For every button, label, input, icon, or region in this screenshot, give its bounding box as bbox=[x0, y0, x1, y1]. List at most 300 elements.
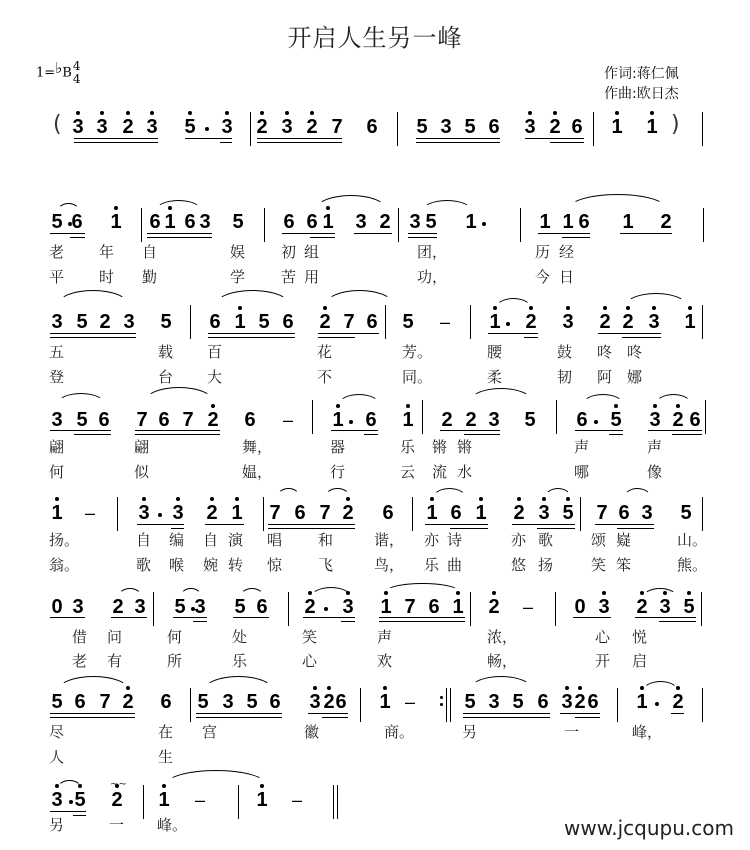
note: 5 bbox=[76, 311, 88, 333]
underline bbox=[50, 233, 85, 234]
lyric-verse1: 翩 bbox=[134, 438, 150, 456]
underline bbox=[50, 337, 136, 338]
lyric-verse1: 亦 bbox=[424, 531, 440, 549]
lyric-verse1: 花 bbox=[317, 343, 333, 361]
bar-line bbox=[153, 592, 154, 626]
lyric-verse1: 宫 bbox=[202, 723, 218, 741]
underline bbox=[147, 237, 212, 238]
note: 1 bbox=[451, 597, 465, 617]
note: 2 bbox=[441, 409, 453, 431]
lyric-verse2: 乐 bbox=[424, 556, 440, 574]
time-signature bbox=[73, 60, 81, 86]
lyric-verse2: 登 bbox=[49, 368, 65, 386]
lyric-verse2: 学 bbox=[230, 268, 246, 286]
underline bbox=[595, 524, 654, 525]
underline bbox=[50, 713, 135, 714]
repeat-sign bbox=[440, 692, 443, 710]
lyric-verse2: 转 bbox=[228, 556, 244, 574]
slur bbox=[625, 293, 687, 306]
slur bbox=[568, 194, 667, 209]
underline bbox=[111, 617, 147, 618]
lyric-verse2: 人 bbox=[49, 748, 65, 766]
note: 2 bbox=[99, 311, 111, 333]
underline bbox=[257, 138, 342, 139]
lyric-verse2: 不 bbox=[317, 368, 333, 386]
lyric-verse1: 悦 bbox=[632, 628, 648, 646]
lyric-verse1: 五 bbox=[49, 343, 65, 361]
note: 5 bbox=[232, 211, 244, 233]
note: 6 bbox=[283, 211, 295, 233]
lyric-verse2: 欢 bbox=[377, 652, 393, 670]
bar-line bbox=[190, 305, 191, 339]
lyric-verse1: 和 bbox=[318, 531, 334, 549]
lyric-verse1: 笑 bbox=[302, 628, 318, 646]
note: 1 bbox=[425, 503, 439, 523]
lyric-verse1: 载 bbox=[158, 343, 174, 361]
lyric-verse1: 峰， bbox=[632, 723, 663, 741]
note: 1 bbox=[622, 211, 634, 233]
underline bbox=[408, 237, 437, 238]
underline bbox=[171, 528, 184, 529]
lyric-verse1: 百 bbox=[207, 343, 223, 361]
note: 3 bbox=[145, 117, 159, 137]
underline bbox=[562, 237, 590, 238]
note: 7 bbox=[136, 409, 148, 431]
lyric-verse1: 声 bbox=[377, 628, 393, 646]
note: 1 bbox=[230, 503, 244, 523]
lyric-verse1: 唱 bbox=[267, 531, 283, 549]
bar-line bbox=[412, 497, 413, 531]
note: 6 bbox=[571, 116, 583, 138]
lyric-verse2: 喉 bbox=[169, 556, 185, 574]
lyric-verse1: 老 bbox=[49, 243, 65, 261]
note: 5 bbox=[246, 691, 258, 713]
note: 3 bbox=[220, 117, 234, 137]
lyric-verse2: 平 bbox=[49, 268, 65, 286]
note: 1 bbox=[610, 117, 624, 137]
lyric-verse2: 韧 bbox=[557, 368, 573, 386]
lyric-verse1: 另 bbox=[49, 816, 65, 834]
lyric-verse2: 乐 bbox=[232, 652, 248, 670]
underline bbox=[268, 528, 355, 529]
underline bbox=[416, 138, 500, 139]
slur bbox=[57, 393, 105, 404]
underline bbox=[50, 430, 111, 431]
note: 2 bbox=[322, 692, 336, 712]
note: 7 bbox=[404, 596, 416, 618]
note: 2 bbox=[318, 312, 332, 332]
lyric-verse1: 经 bbox=[559, 243, 575, 261]
lyric-verse1: 山。 bbox=[677, 531, 708, 549]
note: 6 bbox=[365, 409, 377, 431]
bar-line bbox=[312, 400, 313, 434]
augmentation-dot bbox=[655, 702, 659, 706]
lyric-verse1: 谐， bbox=[374, 531, 405, 549]
lyric-verse2: 水 bbox=[457, 463, 473, 481]
underline bbox=[50, 617, 85, 618]
note: 7 bbox=[596, 502, 608, 524]
lyric-verse2: 畅， bbox=[487, 652, 518, 670]
note: 7 bbox=[269, 502, 281, 524]
note: 1 bbox=[109, 212, 123, 232]
underline bbox=[364, 434, 378, 435]
note: 3 bbox=[641, 502, 653, 524]
lyric-verse2: 像 bbox=[647, 463, 663, 481]
lyric-verse2: 今 bbox=[535, 268, 551, 286]
slur bbox=[470, 388, 532, 401]
lyric-verse1: 声 bbox=[574, 438, 590, 456]
underline bbox=[196, 713, 282, 714]
note: 2 bbox=[598, 312, 612, 332]
composer: 作曲:欧日杰 bbox=[604, 86, 679, 102]
note: 1 bbox=[163, 212, 177, 232]
slur bbox=[57, 290, 129, 305]
underline bbox=[50, 333, 136, 334]
lyric-verse2: 开 bbox=[595, 652, 611, 670]
note: 5 bbox=[51, 691, 63, 713]
note: 3 bbox=[51, 409, 63, 431]
underline bbox=[318, 337, 355, 338]
bar-line bbox=[337, 785, 338, 819]
note: 6 bbox=[366, 311, 378, 333]
note: 2 bbox=[341, 503, 355, 523]
underline bbox=[408, 233, 437, 234]
time-bottom: 4 bbox=[72, 72, 81, 86]
underline bbox=[354, 233, 392, 234]
note: 3 bbox=[71, 117, 85, 137]
sustain-dash: – bbox=[292, 790, 303, 810]
lyric-verse2: 柔 bbox=[487, 368, 503, 386]
slur bbox=[623, 488, 652, 499]
note: 5 bbox=[197, 691, 209, 713]
lyric-verse1: 翩 bbox=[49, 438, 65, 456]
underline bbox=[560, 713, 600, 714]
note: 5 bbox=[416, 116, 428, 138]
note: 3 bbox=[308, 692, 322, 712]
lyric-verse1: 诗 bbox=[447, 531, 463, 549]
lyric-verse2: 哪 bbox=[574, 463, 590, 481]
underline bbox=[425, 524, 488, 525]
lyric-verse2: 流 bbox=[432, 463, 448, 481]
lyric-verse2: 台 bbox=[158, 368, 174, 386]
note: 7 bbox=[182, 409, 194, 431]
lyric-verse1: 借 bbox=[72, 628, 88, 646]
key-prefix: 1= bbox=[36, 65, 56, 81]
underline bbox=[74, 434, 111, 435]
note: 6 bbox=[306, 211, 318, 233]
note: 1 bbox=[378, 692, 392, 712]
time-top: 4 bbox=[72, 59, 81, 73]
underline bbox=[74, 142, 158, 143]
note: 6 bbox=[578, 211, 590, 233]
lyric-verse1: 声 bbox=[647, 438, 663, 456]
note: 2 bbox=[635, 597, 649, 617]
note: 3 bbox=[560, 692, 574, 712]
bar-line bbox=[250, 112, 251, 146]
lyric-verse2: 飞 bbox=[318, 556, 334, 574]
bar-line bbox=[701, 592, 702, 626]
note: 2 bbox=[206, 410, 220, 430]
underline bbox=[282, 233, 335, 234]
note: 3 bbox=[171, 503, 185, 523]
note: 6 bbox=[71, 211, 83, 233]
augmentation-dot bbox=[158, 513, 162, 517]
lyric-verse2: 勤 bbox=[142, 268, 158, 286]
lyric-verse2: 笨 bbox=[616, 556, 632, 574]
lyric-verse2: 歌 bbox=[136, 556, 152, 574]
note: 1 bbox=[401, 410, 415, 430]
bar-line bbox=[470, 305, 471, 339]
underline bbox=[310, 237, 335, 238]
underline bbox=[575, 430, 623, 431]
lyric-verse2: 翁。 bbox=[49, 556, 80, 574]
note: 5 bbox=[682, 597, 696, 617]
slur bbox=[325, 488, 350, 497]
lyric-verse2: 婉 bbox=[203, 556, 219, 574]
bar-line bbox=[398, 208, 399, 242]
lyric-verse1: 浓， bbox=[487, 628, 518, 646]
note: 6 bbox=[488, 116, 500, 138]
bar-line bbox=[333, 785, 334, 819]
bar-line bbox=[702, 112, 703, 146]
lyric-verse1: 娱 bbox=[230, 243, 246, 261]
note: 5 bbox=[464, 116, 476, 138]
underline bbox=[488, 333, 538, 334]
lyric-verse1: 组 bbox=[304, 243, 320, 261]
slur bbox=[277, 488, 300, 497]
lyric-verse2: 鸟， bbox=[374, 556, 405, 574]
lyric-verse1: 初 bbox=[281, 243, 297, 261]
note: 2 bbox=[671, 410, 685, 430]
bar-line bbox=[702, 688, 703, 722]
note: 2 bbox=[305, 117, 319, 137]
underline bbox=[416, 142, 500, 143]
augmentation-dot bbox=[349, 420, 353, 424]
note: 6 bbox=[282, 311, 294, 333]
credits bbox=[604, 64, 679, 104]
note: 3 bbox=[95, 117, 109, 137]
bar-line bbox=[470, 592, 471, 626]
note: 2 bbox=[303, 597, 317, 617]
underline bbox=[73, 815, 86, 816]
note: 7 bbox=[343, 311, 355, 333]
note: 2 bbox=[548, 117, 562, 137]
slur bbox=[422, 200, 472, 211]
underline bbox=[573, 617, 611, 618]
note: 3 bbox=[537, 503, 551, 523]
lyric-verse1: 商。 bbox=[384, 723, 415, 741]
lyric-verse2: 心 bbox=[302, 652, 318, 670]
underline bbox=[147, 233, 212, 234]
lyric-verse1: 尽 bbox=[49, 723, 65, 741]
note: 2 bbox=[255, 117, 269, 137]
key-signature bbox=[36, 60, 80, 86]
underline bbox=[205, 524, 244, 525]
lyric-verse1: 器 bbox=[330, 438, 346, 456]
underline bbox=[308, 713, 348, 714]
lyric-verse2: 时 bbox=[99, 268, 115, 286]
lyric-verse1: 在 bbox=[158, 723, 174, 741]
note: 1 bbox=[635, 692, 649, 712]
lyric-verse2: 曲 bbox=[447, 556, 463, 574]
underline bbox=[537, 528, 575, 529]
underline bbox=[193, 621, 207, 622]
bar-line bbox=[446, 688, 447, 722]
underline bbox=[440, 430, 500, 431]
lyric-verse1: 编 bbox=[169, 531, 185, 549]
underline bbox=[208, 337, 295, 338]
sustain-dash: – bbox=[440, 312, 451, 332]
slur bbox=[144, 387, 214, 402]
note: 3 bbox=[51, 311, 63, 333]
note: 5 bbox=[76, 409, 88, 431]
underline bbox=[135, 434, 220, 435]
lyric-verse1: 峰。 bbox=[157, 816, 188, 834]
underline bbox=[303, 617, 355, 618]
note: 6 bbox=[587, 691, 599, 713]
note: 6 bbox=[294, 502, 306, 524]
note: 5 bbox=[51, 211, 63, 233]
note: 5 bbox=[174, 596, 186, 618]
bar-line bbox=[617, 688, 618, 722]
note: 6 bbox=[618, 502, 630, 524]
note: 3 bbox=[137, 503, 151, 523]
note: 5 bbox=[402, 311, 414, 333]
underline bbox=[463, 717, 550, 718]
note: 1 bbox=[683, 312, 697, 332]
note: 1 bbox=[233, 312, 247, 332]
underline bbox=[318, 333, 379, 334]
note: 2 bbox=[112, 596, 124, 618]
note: 6 bbox=[209, 311, 221, 333]
underline bbox=[70, 237, 85, 238]
slur bbox=[338, 394, 380, 405]
note: 3 bbox=[523, 117, 537, 137]
slur bbox=[203, 676, 274, 691]
lyric-verse1: 锵 bbox=[432, 438, 448, 456]
sustain-dash: – bbox=[523, 597, 534, 617]
underline bbox=[648, 430, 702, 431]
bar-line bbox=[702, 497, 703, 531]
underline bbox=[635, 617, 696, 618]
note: 0 bbox=[574, 596, 586, 618]
underline bbox=[50, 811, 86, 812]
lyric-verse2: 笑 bbox=[591, 556, 607, 574]
underline bbox=[196, 717, 282, 718]
note: 1 bbox=[321, 212, 335, 232]
bar-line bbox=[141, 208, 142, 242]
bar-line bbox=[264, 208, 265, 242]
flat-icon: ♭ bbox=[55, 58, 63, 77]
lyric-verse2: 大 bbox=[207, 368, 223, 386]
underline bbox=[538, 233, 590, 234]
note: 1 bbox=[50, 503, 64, 523]
underline bbox=[463, 713, 550, 714]
note: 3 bbox=[597, 597, 611, 617]
lyric-verse1: 歌 bbox=[538, 531, 554, 549]
note: 3 bbox=[488, 409, 500, 431]
note: 2 bbox=[512, 503, 526, 523]
underline bbox=[233, 617, 269, 618]
note: 3 bbox=[488, 691, 500, 713]
lyric-verse1: 另 bbox=[462, 723, 478, 741]
underline bbox=[74, 138, 158, 139]
lyric-verse1: 一 bbox=[564, 723, 580, 741]
watermark: www.jcqupu.com bbox=[564, 816, 734, 840]
slur bbox=[655, 394, 692, 405]
underline bbox=[672, 434, 702, 435]
augmentation-dot bbox=[324, 607, 328, 611]
note: 5 bbox=[234, 596, 246, 618]
note: 5 bbox=[680, 502, 692, 524]
bar-line bbox=[705, 400, 706, 434]
lyric-verse2: 似 bbox=[134, 463, 150, 481]
note: 2 bbox=[487, 597, 501, 617]
slur bbox=[215, 290, 290, 305]
bar-line bbox=[450, 688, 451, 722]
sustain-dash: – bbox=[195, 790, 206, 810]
lyric-verse2: 惊 bbox=[267, 556, 283, 574]
underline bbox=[620, 233, 672, 234]
underline bbox=[257, 142, 342, 143]
lyric-verse1: 年 bbox=[99, 243, 115, 261]
note: 2 bbox=[660, 211, 672, 233]
note: 1 bbox=[255, 790, 269, 810]
bar-line bbox=[702, 305, 703, 339]
note: 1 bbox=[539, 211, 551, 233]
underline bbox=[671, 713, 684, 714]
note: 2 bbox=[573, 692, 587, 712]
note: 6 bbox=[158, 409, 170, 431]
lyric-verse1: 自 bbox=[203, 531, 219, 549]
underline bbox=[208, 333, 295, 334]
note: 1 bbox=[465, 211, 477, 233]
underline bbox=[550, 142, 584, 143]
note: 2 bbox=[121, 117, 135, 137]
note: 3 bbox=[134, 596, 146, 618]
note: 3 bbox=[222, 691, 234, 713]
bar-line bbox=[520, 208, 521, 242]
underline bbox=[450, 528, 488, 529]
note: 2 bbox=[121, 692, 135, 712]
underline bbox=[598, 333, 661, 334]
lyric-verse1: 一 bbox=[109, 816, 125, 834]
lyric-verse1: 问 bbox=[107, 628, 123, 646]
slur bbox=[57, 676, 130, 691]
key-letter: B bbox=[62, 65, 72, 81]
underline bbox=[524, 337, 538, 338]
note: 5 bbox=[73, 790, 87, 810]
sustain-dash: – bbox=[405, 692, 416, 712]
note: 3 bbox=[194, 596, 206, 618]
lyric-verse2: 苦 bbox=[281, 268, 297, 286]
note: 3 bbox=[50, 790, 64, 810]
song-title: 开启人生另一峰 bbox=[287, 24, 463, 52]
note: 1 bbox=[562, 211, 574, 233]
note: 3 bbox=[123, 311, 135, 333]
underline bbox=[220, 142, 232, 143]
bar-line bbox=[385, 305, 386, 339]
underline bbox=[512, 524, 575, 525]
lyric-verse1: 鼓 bbox=[557, 343, 573, 361]
lyric-verse1: 亦 bbox=[511, 531, 527, 549]
lyric-verse2: 行 bbox=[330, 463, 346, 481]
sustain-dash: – bbox=[85, 503, 96, 523]
note: 1 bbox=[157, 790, 171, 810]
underline bbox=[173, 617, 207, 618]
note: 6 bbox=[576, 409, 588, 431]
note: 5 bbox=[425, 211, 437, 233]
